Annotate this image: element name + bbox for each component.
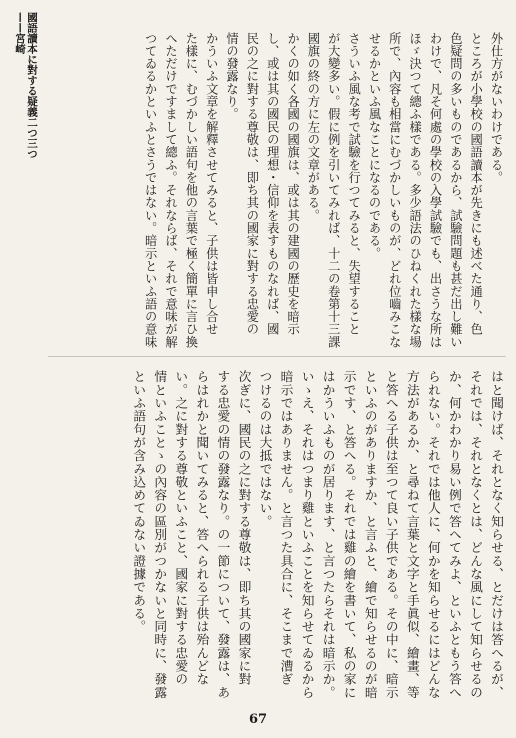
text-column: か、何かわかり易い例で答へてみよ、といふともう答へ [445, 370, 461, 699]
text-column: といふ語句が含み込めてゐない證據である。 [130, 370, 146, 633]
text-column: ほゞ決つて總ふ樣である。多少語法のひねくれた樣な場 [407, 32, 422, 348]
text-column: 示です、と答へる。それでは雞の繪を書いて、私の家に [340, 370, 356, 699]
quoted-text-column: 情の發露なり。 [224, 32, 239, 121]
text-column: といふのがありますか、と言ふと、繪で知らせるのが暗 [361, 370, 377, 699]
lower-text-block [48, 370, 506, 700]
text-column: へただけですまして總ふ。それならば、それで意味が解 [163, 32, 178, 348]
upper-text-block [48, 32, 506, 348]
text-column: いゝえ、それはつまり雞といふことを知らせてゐるから [298, 370, 314, 699]
running-header: 國語讀本に對する疑義二つ三つ——宮崎 [14, 12, 38, 159]
text-column: 情といふことゝの內容の區別がつかないと同時に、發露 [151, 370, 167, 699]
text-column: つてゐるかといふとさうではない。暗示といふ語の意味 [143, 32, 158, 348]
text-column: はかういふものが居ります、と言つたらそれは暗示か。 [319, 370, 335, 699]
text-column: かういふ文章を解釋させてみると、子供は皆申し合せ [204, 32, 219, 336]
tier-divider [48, 356, 506, 357]
text-column: さういふ風な考で試驗を行つてみると、失望すること [346, 32, 361, 336]
quoted-text-column: かくの如く各國の國旗は、或は其の建國の歷史を暗示 [285, 32, 300, 336]
text-column: する忠愛の情の發露なり。の一節について、發露は、あ [214, 370, 230, 699]
text-column: 暗示ではありません。と言つた具合に、そこまで漕ぎ [277, 370, 293, 686]
text-column: それでは、それとなくとは、どんな風にして知らせるの [466, 370, 482, 699]
text-column: た樣に、むづかしい語句を他の言葉で極く簡單に言ひ換 [183, 32, 198, 348]
text-column: せるかといふ風なことになるのである。 [366, 32, 381, 260]
text-column: 方法があるか、と尋ねて言葉と文字と手眞似、繪畫、等 [403, 370, 419, 699]
text-column: 國旗の終の方に左の文章がある。 [305, 32, 320, 222]
text-column: 次ぎに、國民の之に對する尊敬は、即ち其の國家に對 [235, 370, 251, 686]
text-column: られない。それでは他人に、何かを知らせるにはどんな [424, 370, 440, 699]
quoted-text-column: し、或は其の國民の理想・信仰を表すものなれば、國 [265, 32, 280, 336]
page-number: 67 [248, 712, 268, 727]
text-column: はと聞けば、それとなく知らせる、とだけは答へるが、 [488, 370, 503, 699]
text-column: らはれかと聞いてみると、答へられる子供は殆んどな [193, 370, 209, 686]
text-column: わけで、凡そ何處の學校の入學試驗でも、出さうな所は [427, 32, 442, 348]
text-column: い。之に對する尊敬といふこと、國家に對する忠愛の [172, 370, 188, 686]
text-column: 所で、內容も相當にむづかしいものが、どれ位嚙みこな [387, 32, 402, 348]
text-column: 外仕方がないわけである。 [489, 32, 503, 184]
text-column: つけるのは大抵ではない。 [256, 370, 272, 528]
text-column: と答へる子供は至つて良い子供である。その中に、暗示 [382, 370, 398, 699]
quoted-text-column: 民の之に對する尊敬は、即ち其の國家に對する忠愛の [244, 32, 259, 336]
text-column: が大變多い。假に例を引いてみれば、十二の卷第十三課 [326, 32, 341, 348]
text-column: 色疑問の多いものであるから、試驗問題も甚だ出し難い [448, 32, 463, 348]
text-column: ところが小學校の國語讀本が先きにも述べた通り、色 [468, 32, 483, 336]
